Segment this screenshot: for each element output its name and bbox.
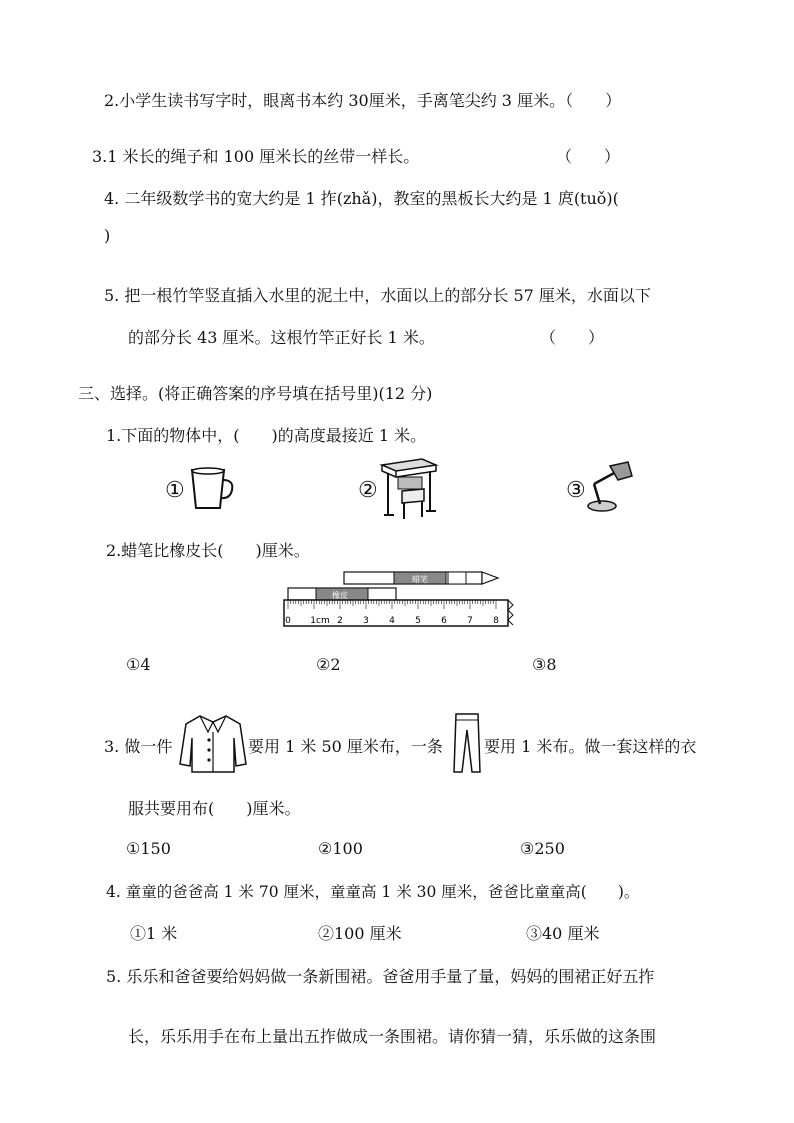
judge-q5-answer-paren[interactable]: （ ） (540, 328, 605, 347)
q4-option-3[interactable]: ③40 厘米 (526, 924, 600, 943)
ruler-tick-label: 0 (285, 616, 291, 626)
q4-option-2[interactable]: ②100 厘米 (318, 924, 402, 943)
choice-q3-part-b: 要用 1 米 50 厘米布，一条 (248, 737, 443, 756)
jacket-icon (178, 712, 248, 774)
q2-option-3[interactable]: ③8 (532, 655, 557, 674)
judge-q3: 3.1 米长的绳子和 100 厘米长的丝带一样长。 (92, 147, 420, 166)
ruler-tick-label: 1cm (310, 616, 330, 626)
choice-q3-part-c: 要用 1 米布。做一套这样的衣 (484, 737, 697, 756)
ruler-tick-label: 3 (363, 616, 369, 626)
choice-q2: 2.蜡笔比橡皮长( )厘米。 (106, 541, 310, 560)
ruler-tick-label: 4 (389, 616, 395, 626)
cup-icon (188, 466, 236, 512)
eraser-icon (288, 588, 396, 600)
judge-q2: 2.小学生读书写字时，眼离书本约 30厘米，手离笔尖约 3 厘米。（ ） (104, 91, 622, 110)
trousers-icon (452, 712, 482, 774)
choice-q3-part-a: 3. 做一件 (104, 737, 173, 756)
judge-q5-line1: 5. 把一根竹竿竖直插入水里的泥土中，水面以上的部分长 57 厘米，水面以下 (104, 286, 651, 305)
choice-q1: 1.下面的物体中，( )的高度最接近 1 米。 (106, 426, 427, 445)
q2-option-2[interactable]: ②2 (316, 655, 341, 674)
q3-option-2[interactable]: ②100 (318, 839, 363, 858)
choice-q5-line1: 5. 乐乐和爸爸要给妈妈做一条新围裙。爸爸用手量了量，妈妈的围裙正好五拃 (106, 967, 655, 986)
judge-q3-answer-paren[interactable]: （ ） (556, 147, 621, 166)
q4-option-1[interactable]: ①1 米 (130, 924, 178, 943)
q1-option-3-label[interactable]: ③ (566, 478, 586, 503)
ruler-tick-label: 6 (441, 616, 447, 626)
ruler-tick-label: 7 (467, 616, 473, 626)
judge-q4-answer-paren[interactable]: ) (104, 226, 111, 245)
ruler-figure (282, 568, 516, 628)
choice-q3-line2: 服共要用布( )厘米。 (128, 799, 301, 818)
ruler-tick-label: 8 (493, 616, 499, 626)
q2-option-1[interactable]: ①4 (126, 655, 151, 674)
ruler-tick-label: 5 (415, 616, 421, 626)
ruler-tick-label: 2 (337, 616, 343, 626)
judge-q5-line2: 的部分长 43 厘米。这根竹竿正好长 1 米。 (128, 328, 435, 347)
q3-option-3[interactable]: ③250 (520, 839, 565, 858)
q1-option-1-label[interactable]: ① (165, 478, 185, 503)
section-heading: 三、选择。(将正确答案的序号填在括号里)(12 分) (78, 384, 433, 403)
choice-q4: 4. 童童的爸爸高 1 米 70 厘米，童童高 1 米 30 厘米，爸爸比童童高( )。 (106, 883, 640, 901)
choice-q5-line2: 长，乐乐用手在布上量出五拃做成一条围裙。请你猜一猜，乐乐做的这条围 (128, 1027, 657, 1046)
crayon-icon (344, 572, 498, 584)
q3-option-1[interactable]: ①150 (126, 839, 171, 858)
desk-icon (378, 455, 442, 521)
q1-option-2-label[interactable]: ② (358, 478, 378, 503)
crayon-label: 蜡笔 (412, 575, 428, 584)
eraser-label: 橡皮 (332, 591, 348, 600)
lamp-icon (586, 460, 636, 514)
judge-q4: 4. 二年级数学书的宽大约是 1 拃(zhǎ)，教室的黑板长大约是 1 庹(tuǒ)( (104, 189, 619, 208)
